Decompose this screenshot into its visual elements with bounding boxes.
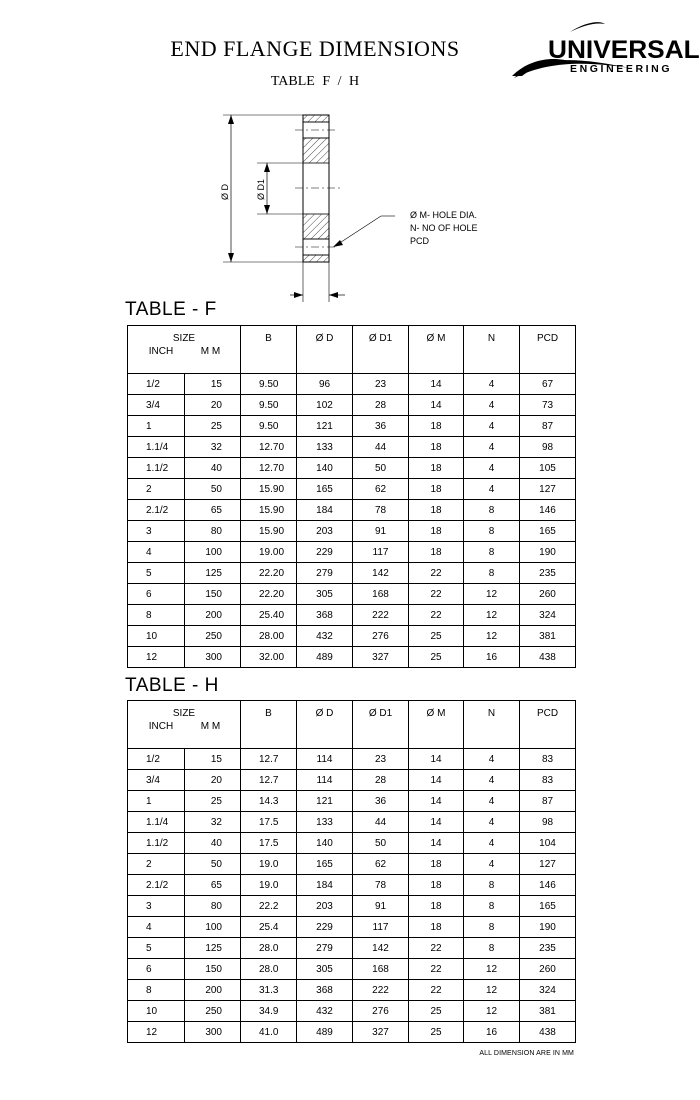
cell-b: 9.50 [241,416,297,437]
cell-inch: 1/2 [128,749,185,770]
table-row [128,605,576,626]
table-row [128,437,576,458]
table-row [128,959,576,980]
od-header: Ø D [297,326,353,374]
cell-b: 17.5 [241,833,297,854]
cell-inch: 3/4 [128,770,185,791]
cell-mm: 25 [185,791,241,812]
cell-d: 184 [297,500,353,521]
cell-mm: 15 [185,374,241,395]
cell-d1: 62 [353,854,409,875]
cell-mm: 250 [185,626,241,647]
om-header: Ø M [409,701,464,749]
cell-inch: 4 [128,917,185,938]
cell-m: 18 [409,437,464,458]
cell-inch: 1.1/2 [128,458,185,479]
cell-m: 18 [409,500,464,521]
cell-b: 34.9 [241,1001,297,1022]
cell-b: 17.5 [241,812,297,833]
table-h-heading: TABLE - H [125,675,219,696]
cell-d: 368 [297,980,353,1001]
cell-pcd: 67 [520,374,576,395]
cell-b: 15.90 [241,479,297,500]
cell-m: 22 [409,980,464,1001]
cell-d1: 142 [353,938,409,959]
callout-hole-dia: Ø M- HOLE DIA. [410,210,478,220]
cell-b: 28.0 [241,959,297,980]
cell-n: 12 [464,626,520,647]
table-row [128,500,576,521]
cell-inch: 10 [128,626,185,647]
om-header: Ø M [409,326,464,374]
cell-d: 305 [297,584,353,605]
cell-n: 12 [464,959,520,980]
table-row [128,647,576,668]
logo-subtitle: ENGINEERING [570,63,673,75]
cell-d: 305 [297,959,353,980]
cell-d: 114 [297,749,353,770]
cell-d: 121 [297,791,353,812]
cell-inch: 10 [128,1001,185,1022]
cell-d: 229 [297,542,353,563]
cell-d1: 91 [353,521,409,542]
cell-inch: 5 [128,563,185,584]
cell-d: 184 [297,875,353,896]
cell-m: 14 [409,770,464,791]
od-header: Ø D [297,701,353,749]
cell-n: 4 [464,749,520,770]
cell-n: 8 [464,542,520,563]
cell-n: 4 [464,812,520,833]
cell-b: 15.90 [241,500,297,521]
cell-pcd: 146 [520,875,576,896]
cell-d1: 222 [353,605,409,626]
flange-section-drawing [195,100,395,305]
cell-d1: 23 [353,749,409,770]
pcd-header: PCD [520,701,576,749]
cell-mm: 40 [185,833,241,854]
table-row [128,875,576,896]
cell-pcd: 146 [520,500,576,521]
cell-m: 18 [409,521,464,542]
cell-d: 140 [297,833,353,854]
cell-inch: 2.1/2 [128,875,185,896]
cell-d: 133 [297,812,353,833]
cell-d: 165 [297,479,353,500]
table-row [128,542,576,563]
cell-n: 4 [464,479,520,500]
cell-n: 8 [464,500,520,521]
page-title: END FLANGE DIMENSIONS [170,36,460,61]
cell-m: 14 [409,812,464,833]
cell-b: 12.7 [241,749,297,770]
cell-m: 14 [409,395,464,416]
cell-inch: 12 [128,647,185,668]
cell-d: 140 [297,458,353,479]
callout-no-holes: N- NO OF HOLE [410,223,478,233]
cell-b: 41.0 [241,1022,297,1043]
pcd-header: PCD [520,326,576,374]
cell-b: 14.3 [241,791,297,812]
cell-m: 14 [409,791,464,812]
cell-b: 12.70 [241,458,297,479]
cell-d1: 28 [353,395,409,416]
table-f-heading: TABLE - F [125,299,217,320]
cell-inch: 5 [128,938,185,959]
cell-d1: 28 [353,770,409,791]
cell-mm: 150 [185,584,241,605]
cell-inch: 1 [128,416,185,437]
cell-d: 203 [297,521,353,542]
od1-label: Ø D1 [256,178,266,200]
cell-mm: 200 [185,605,241,626]
cell-d1: 44 [353,437,409,458]
cell-b: 22.20 [241,563,297,584]
cell-mm: 300 [185,1022,241,1043]
cell-pcd: 324 [520,605,576,626]
cell-m: 18 [409,458,464,479]
mm-label: M M [200,346,221,357]
cell-pcd: 83 [520,770,576,791]
cell-n: 8 [464,875,520,896]
cell-b: 32.00 [241,647,297,668]
cell-pcd: 190 [520,917,576,938]
cell-d1: 168 [353,959,409,980]
table-row [128,374,576,395]
od1-header: Ø D1 [353,701,409,749]
cell-d: 489 [297,647,353,668]
cell-d1: 327 [353,1022,409,1043]
cell-pcd: 381 [520,626,576,647]
cell-pcd: 190 [520,542,576,563]
page-subtitle: TABLE F / H [270,74,360,89]
cell-n: 4 [464,770,520,791]
cell-inch: 2 [128,854,185,875]
cell-pcd: 438 [520,647,576,668]
cell-pcd: 381 [520,1001,576,1022]
cell-n: 4 [464,854,520,875]
footnote: ALL DIMENSION ARE IN MM [479,1050,574,1057]
cell-d1: 23 [353,374,409,395]
cell-m: 22 [409,584,464,605]
cell-d: 165 [297,854,353,875]
cell-m: 22 [409,563,464,584]
cell-n: 12 [464,980,520,1001]
table-row [128,812,576,833]
cell-pcd: 438 [520,1022,576,1043]
cell-d: 368 [297,605,353,626]
cell-inch: 8 [128,980,185,1001]
cell-d1: 91 [353,896,409,917]
cell-b: 28.00 [241,626,297,647]
cell-pcd: 235 [520,938,576,959]
cell-d: 102 [297,395,353,416]
table-row [128,833,576,854]
cell-pcd: 105 [520,458,576,479]
cell-mm: 32 [185,437,241,458]
cell-inch: 1.1/4 [128,812,185,833]
cell-m: 22 [409,938,464,959]
cell-b: 31.3 [241,980,297,1001]
cell-d1: 78 [353,875,409,896]
cell-d: 432 [297,626,353,647]
table-header-row [128,326,576,374]
table-f [127,325,576,668]
cell-d1: 36 [353,416,409,437]
size-subheader [128,721,240,732]
cell-pcd: 260 [520,584,576,605]
n-header: N [464,326,520,374]
cell-pcd: 83 [520,749,576,770]
cell-b: 22.2 [241,896,297,917]
cell-pcd: 127 [520,479,576,500]
cell-mm: 100 [185,917,241,938]
cell-inch: 8 [128,605,185,626]
cell-d: 489 [297,1022,353,1043]
cell-d: 114 [297,770,353,791]
cell-b: 25.40 [241,605,297,626]
table-row [128,1022,576,1043]
cell-m: 14 [409,833,464,854]
cell-inch: 1.1/4 [128,437,185,458]
logo-wordmark: UNIVERSAL [548,36,700,64]
cell-mm: 25 [185,416,241,437]
cell-d1: 222 [353,980,409,1001]
cell-m: 18 [409,917,464,938]
cell-d1: 62 [353,479,409,500]
cell-d: 279 [297,563,353,584]
cell-mm: 80 [185,521,241,542]
hole-callout [410,209,478,248]
cell-pcd: 104 [520,833,576,854]
cell-b: 9.50 [241,395,297,416]
cell-n: 12 [464,1001,520,1022]
cell-m: 18 [409,875,464,896]
size-label: SIZE [172,708,196,719]
table-row [128,917,576,938]
inch-label: INCH [148,346,174,357]
cell-pcd: 235 [520,563,576,584]
cell-d1: 168 [353,584,409,605]
cell-m: 18 [409,416,464,437]
cell-m: 18 [409,896,464,917]
cell-d1: 78 [353,500,409,521]
table-row [128,791,576,812]
cell-m: 22 [409,959,464,980]
cell-d: 133 [297,437,353,458]
table-row [128,416,576,437]
cell-inch: 1/2 [128,374,185,395]
od1-header: Ø D1 [353,326,409,374]
cell-mm: 300 [185,647,241,668]
cell-pcd: 87 [520,791,576,812]
cell-b: 19.0 [241,854,297,875]
cell-n: 16 [464,647,520,668]
cell-d1: 117 [353,917,409,938]
cell-pcd: 260 [520,959,576,980]
cell-d: 121 [297,416,353,437]
cell-b: 12.7 [241,770,297,791]
table-row [128,584,576,605]
cell-mm: 20 [185,395,241,416]
company-logo [510,18,700,88]
cell-mm: 125 [185,563,241,584]
cell-m: 25 [409,1001,464,1022]
table-row [128,938,576,959]
table-row [128,770,576,791]
cell-d1: 117 [353,542,409,563]
cell-m: 25 [409,647,464,668]
table-h [127,700,576,1043]
cell-inch: 12 [128,1022,185,1043]
cell-b: 12.70 [241,437,297,458]
cell-pcd: 165 [520,896,576,917]
cell-b: 28.0 [241,938,297,959]
cell-m: 22 [409,605,464,626]
table-row [128,479,576,500]
n-header: N [464,701,520,749]
cell-inch: 3/4 [128,395,185,416]
cell-n: 4 [464,833,520,854]
size-subheader [128,346,240,357]
cell-d1: 50 [353,458,409,479]
cell-n: 4 [464,374,520,395]
cell-d: 279 [297,938,353,959]
cell-m: 14 [409,374,464,395]
cell-d1: 276 [353,1001,409,1022]
cell-m: 25 [409,1022,464,1043]
b-header: B [241,326,297,374]
cell-n: 4 [464,416,520,437]
cell-mm: 250 [185,1001,241,1022]
cell-mm: 40 [185,458,241,479]
cell-mm: 50 [185,479,241,500]
table-row [128,854,576,875]
cell-n: 12 [464,584,520,605]
cell-inch: 1.1/2 [128,833,185,854]
cell-n: 8 [464,896,520,917]
cell-d: 203 [297,896,353,917]
cell-mm: 80 [185,896,241,917]
size-header [128,701,241,749]
size-label: SIZE [172,333,196,344]
cell-pcd: 98 [520,437,576,458]
cell-m: 18 [409,542,464,563]
cell-n: 4 [464,395,520,416]
table-row [128,626,576,647]
cell-inch: 2 [128,479,185,500]
cell-n: 8 [464,917,520,938]
cell-d1: 142 [353,563,409,584]
b-header: B [241,701,297,749]
cell-pcd: 165 [520,521,576,542]
cell-mm: 50 [185,854,241,875]
table-row [128,458,576,479]
cell-mm: 65 [185,500,241,521]
table-row [128,980,576,1001]
cell-b: 9.50 [241,374,297,395]
cell-d1: 327 [353,647,409,668]
callout-pcd: PCD [410,236,430,246]
cell-n: 8 [464,938,520,959]
cell-pcd: 87 [520,416,576,437]
table-row [128,749,576,770]
cell-m: 18 [409,479,464,500]
cell-mm: 65 [185,875,241,896]
cell-b: 19.00 [241,542,297,563]
cell-d1: 44 [353,812,409,833]
mm-label: M M [200,721,221,732]
cell-inch: 2.1/2 [128,500,185,521]
cell-mm: 150 [185,959,241,980]
cell-m: 25 [409,626,464,647]
cell-inch: 4 [128,542,185,563]
cell-n: 16 [464,1022,520,1043]
inch-label: INCH [148,721,174,732]
cell-inch: 6 [128,959,185,980]
cell-inch: 3 [128,521,185,542]
cell-n: 12 [464,605,520,626]
cell-mm: 200 [185,980,241,1001]
cell-b: 22.20 [241,584,297,605]
cell-pcd: 73 [520,395,576,416]
cell-inch: 6 [128,584,185,605]
cell-inch: 1 [128,791,185,812]
cell-d: 229 [297,917,353,938]
table-row [128,1001,576,1022]
cell-pcd: 127 [520,854,576,875]
table-header-row [128,701,576,749]
cell-b: 19.0 [241,875,297,896]
cell-d: 432 [297,1001,353,1022]
od-label: Ø D [220,183,230,200]
cell-inch: 3 [128,896,185,917]
table-row [128,521,576,542]
cell-mm: 15 [185,749,241,770]
cell-b: 25.4 [241,917,297,938]
cell-m: 14 [409,749,464,770]
cell-d1: 36 [353,791,409,812]
cell-mm: 125 [185,938,241,959]
cell-mm: 20 [185,770,241,791]
cell-mm: 32 [185,812,241,833]
size-header [128,326,241,374]
cell-d: 96 [297,374,353,395]
cell-n: 4 [464,458,520,479]
table-row [128,563,576,584]
cell-n: 8 [464,521,520,542]
table-row [128,395,576,416]
cell-d1: 50 [353,833,409,854]
cell-d1: 276 [353,626,409,647]
cell-pcd: 324 [520,980,576,1001]
cell-n: 8 [464,563,520,584]
cell-n: 4 [464,791,520,812]
cell-m: 18 [409,854,464,875]
cell-n: 4 [464,437,520,458]
cell-b: 15.90 [241,521,297,542]
cell-mm: 100 [185,542,241,563]
table-row [128,896,576,917]
cell-pcd: 98 [520,812,576,833]
